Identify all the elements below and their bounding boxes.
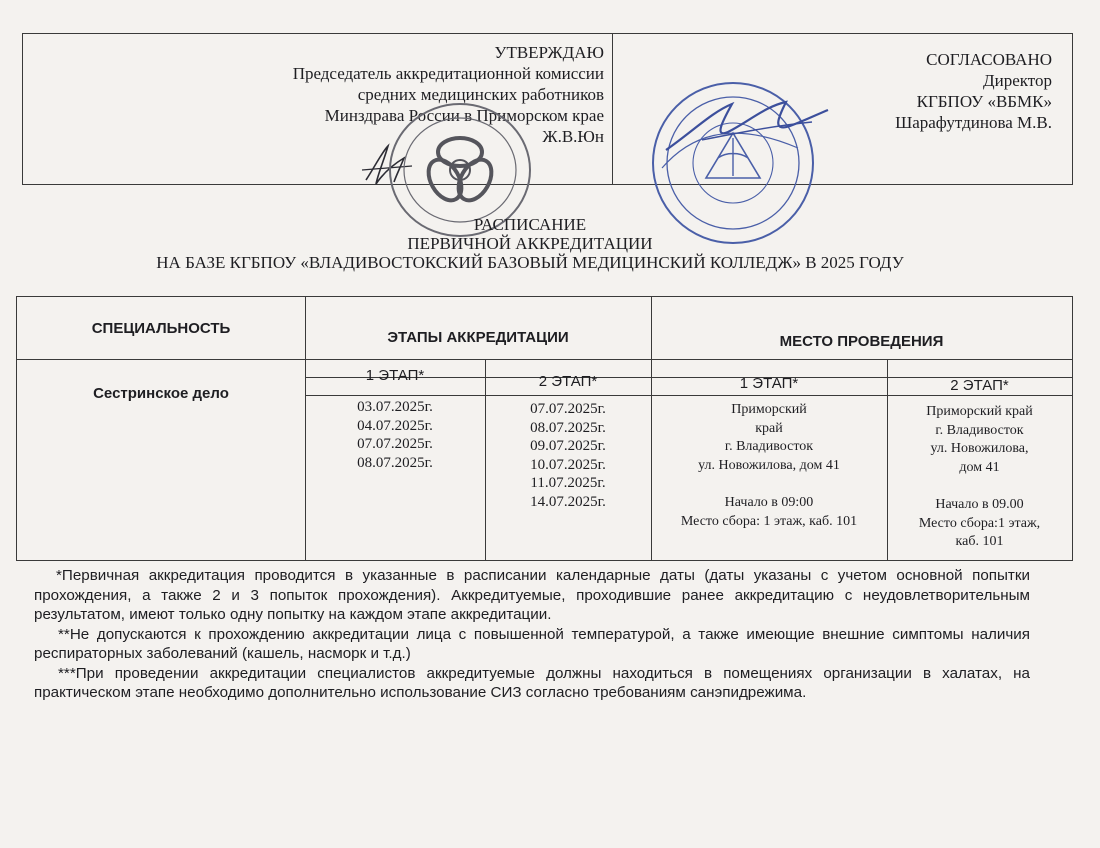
date-item: 03.07.2025г. (357, 399, 433, 415)
date-item: 07.07.2025г. (530, 401, 606, 417)
place-line: Место сбора: 1 этаж, каб. 101 (680, 513, 858, 529)
date-item: 11.07.2025г. (530, 475, 606, 491)
place-line: г. Владивосток (935, 422, 1024, 438)
date-item: 08.07.2025г. (357, 454, 433, 471)
title-line2: ПЕРВИЧНОЙ АККРЕДИТАЦИИ (407, 234, 653, 253)
subheader-stage2-place: 2 ЭТАП* (950, 377, 1009, 394)
schedule-table (16, 296, 1073, 561)
title-line3: НА БАЗЕ КГБПОУ «ВЛАДИВОСТОКСКИЙ БАЗОВЫЙ МЕДИЦИНСКИЙ КОЛЛЕДЖ» В 2025 ГОДУ (156, 253, 904, 272)
place-line: г. Владивосток (724, 439, 814, 455)
agreer-name: Шарафутдинова М.В. (895, 113, 1052, 132)
place-line: ул. Новожилова, дом 41 (698, 457, 840, 473)
place-line: Начало в 09:00 (724, 494, 814, 510)
approver-position-line3: Минздрава России в Приморском крае (324, 106, 604, 125)
place-line (651, 475, 887, 494)
agreer-position-line1: Директор (983, 71, 1052, 90)
document-title (0, 215, 1060, 272)
approve-heading: УТВЕРЖДАЮ (494, 43, 604, 62)
subheader-stage1-place: 1 ЭТАП* (739, 375, 799, 392)
subheader-stage1-dates: 1 ЭТАП* (365, 367, 425, 384)
footnote-2: **Не допускаются к прохождению аккредитации лица с повышенной температурой, а также имеющие внешние симптомы наличия респираторных заболеваний (кашель, насморк и т.д.) (34, 625, 1030, 662)
stage1-place (651, 401, 887, 531)
title-line1: РАСПИСАНИЕ (473, 215, 587, 234)
stage2-place (887, 403, 1072, 552)
place-line: Место сбора:1 этаж, (918, 515, 1041, 531)
header-stages: ЭТАПЫ АККРЕДИТАЦИИ (387, 329, 569, 346)
place-line (887, 477, 1072, 496)
date-item: 04.07.2025г. (357, 417, 433, 434)
approver-name: Ж.В.Юн (542, 127, 604, 146)
specialty-name: Сестринское дело (93, 385, 229, 402)
table-divider (305, 395, 1072, 396)
date-item: 09.07.2025г. (530, 438, 606, 454)
approval-block (22, 33, 1073, 185)
date-item: 08.07.2025г. (530, 419, 606, 436)
date-item: 14.07.2025г. (530, 493, 606, 510)
footnote-3: ***При проведении аккредитации специалистов аккредитуемые должны находиться в помещениях организации в халатах, на практическом этапе необходимо дополнительно использование СИЗ согласно требованиям санэпидрежима. (34, 664, 1030, 701)
place-line: Приморский край (926, 404, 1033, 419)
date-item: 07.07.2025г. (357, 436, 433, 452)
subheader-stage2-dates: 2 ЭТАП* (538, 373, 598, 390)
date-item: 10.07.2025г. (530, 456, 606, 473)
place-line: край (755, 420, 783, 436)
agreer-position-line2: КГБПОУ «ВБМК» (916, 92, 1052, 111)
stage1-dates-list (305, 398, 485, 472)
approver-position-line1: Председатель аккредитационной комиссии (292, 64, 604, 83)
place-line: дом 41 (959, 459, 1000, 475)
director-signature-icon (662, 92, 832, 162)
place-line: Начало в 09.00 (935, 496, 1024, 512)
table-divider (17, 359, 1072, 360)
place-line: Приморский (731, 402, 807, 417)
stage2-dates-list (485, 400, 651, 511)
footnotes (34, 566, 1030, 703)
header-specialty: СПЕЦИАЛЬНОСТЬ (91, 320, 231, 337)
place-line: ул. Новожилова, (930, 441, 1029, 457)
footnote-1: *Первичная аккредитация проводится в указанные в расписании календарные даты (даты указаны с учетом основной попытки прохождения, а также 2 и 3 попыток прохождения). Аккредитуемые, проходившие ранее аккредитацию с неудовлетворительным результатом, имеют только одну попытку на каждом этапе аккредитации. (34, 567, 1030, 623)
agreed-heading: СОГЛАСОВАНО (926, 50, 1052, 69)
header-place: МЕСТО ПРОВЕДЕНИЯ (779, 333, 944, 350)
approver-position-line2: средних медицинских работников (357, 85, 604, 104)
place-line: каб. 101 (955, 534, 1004, 550)
